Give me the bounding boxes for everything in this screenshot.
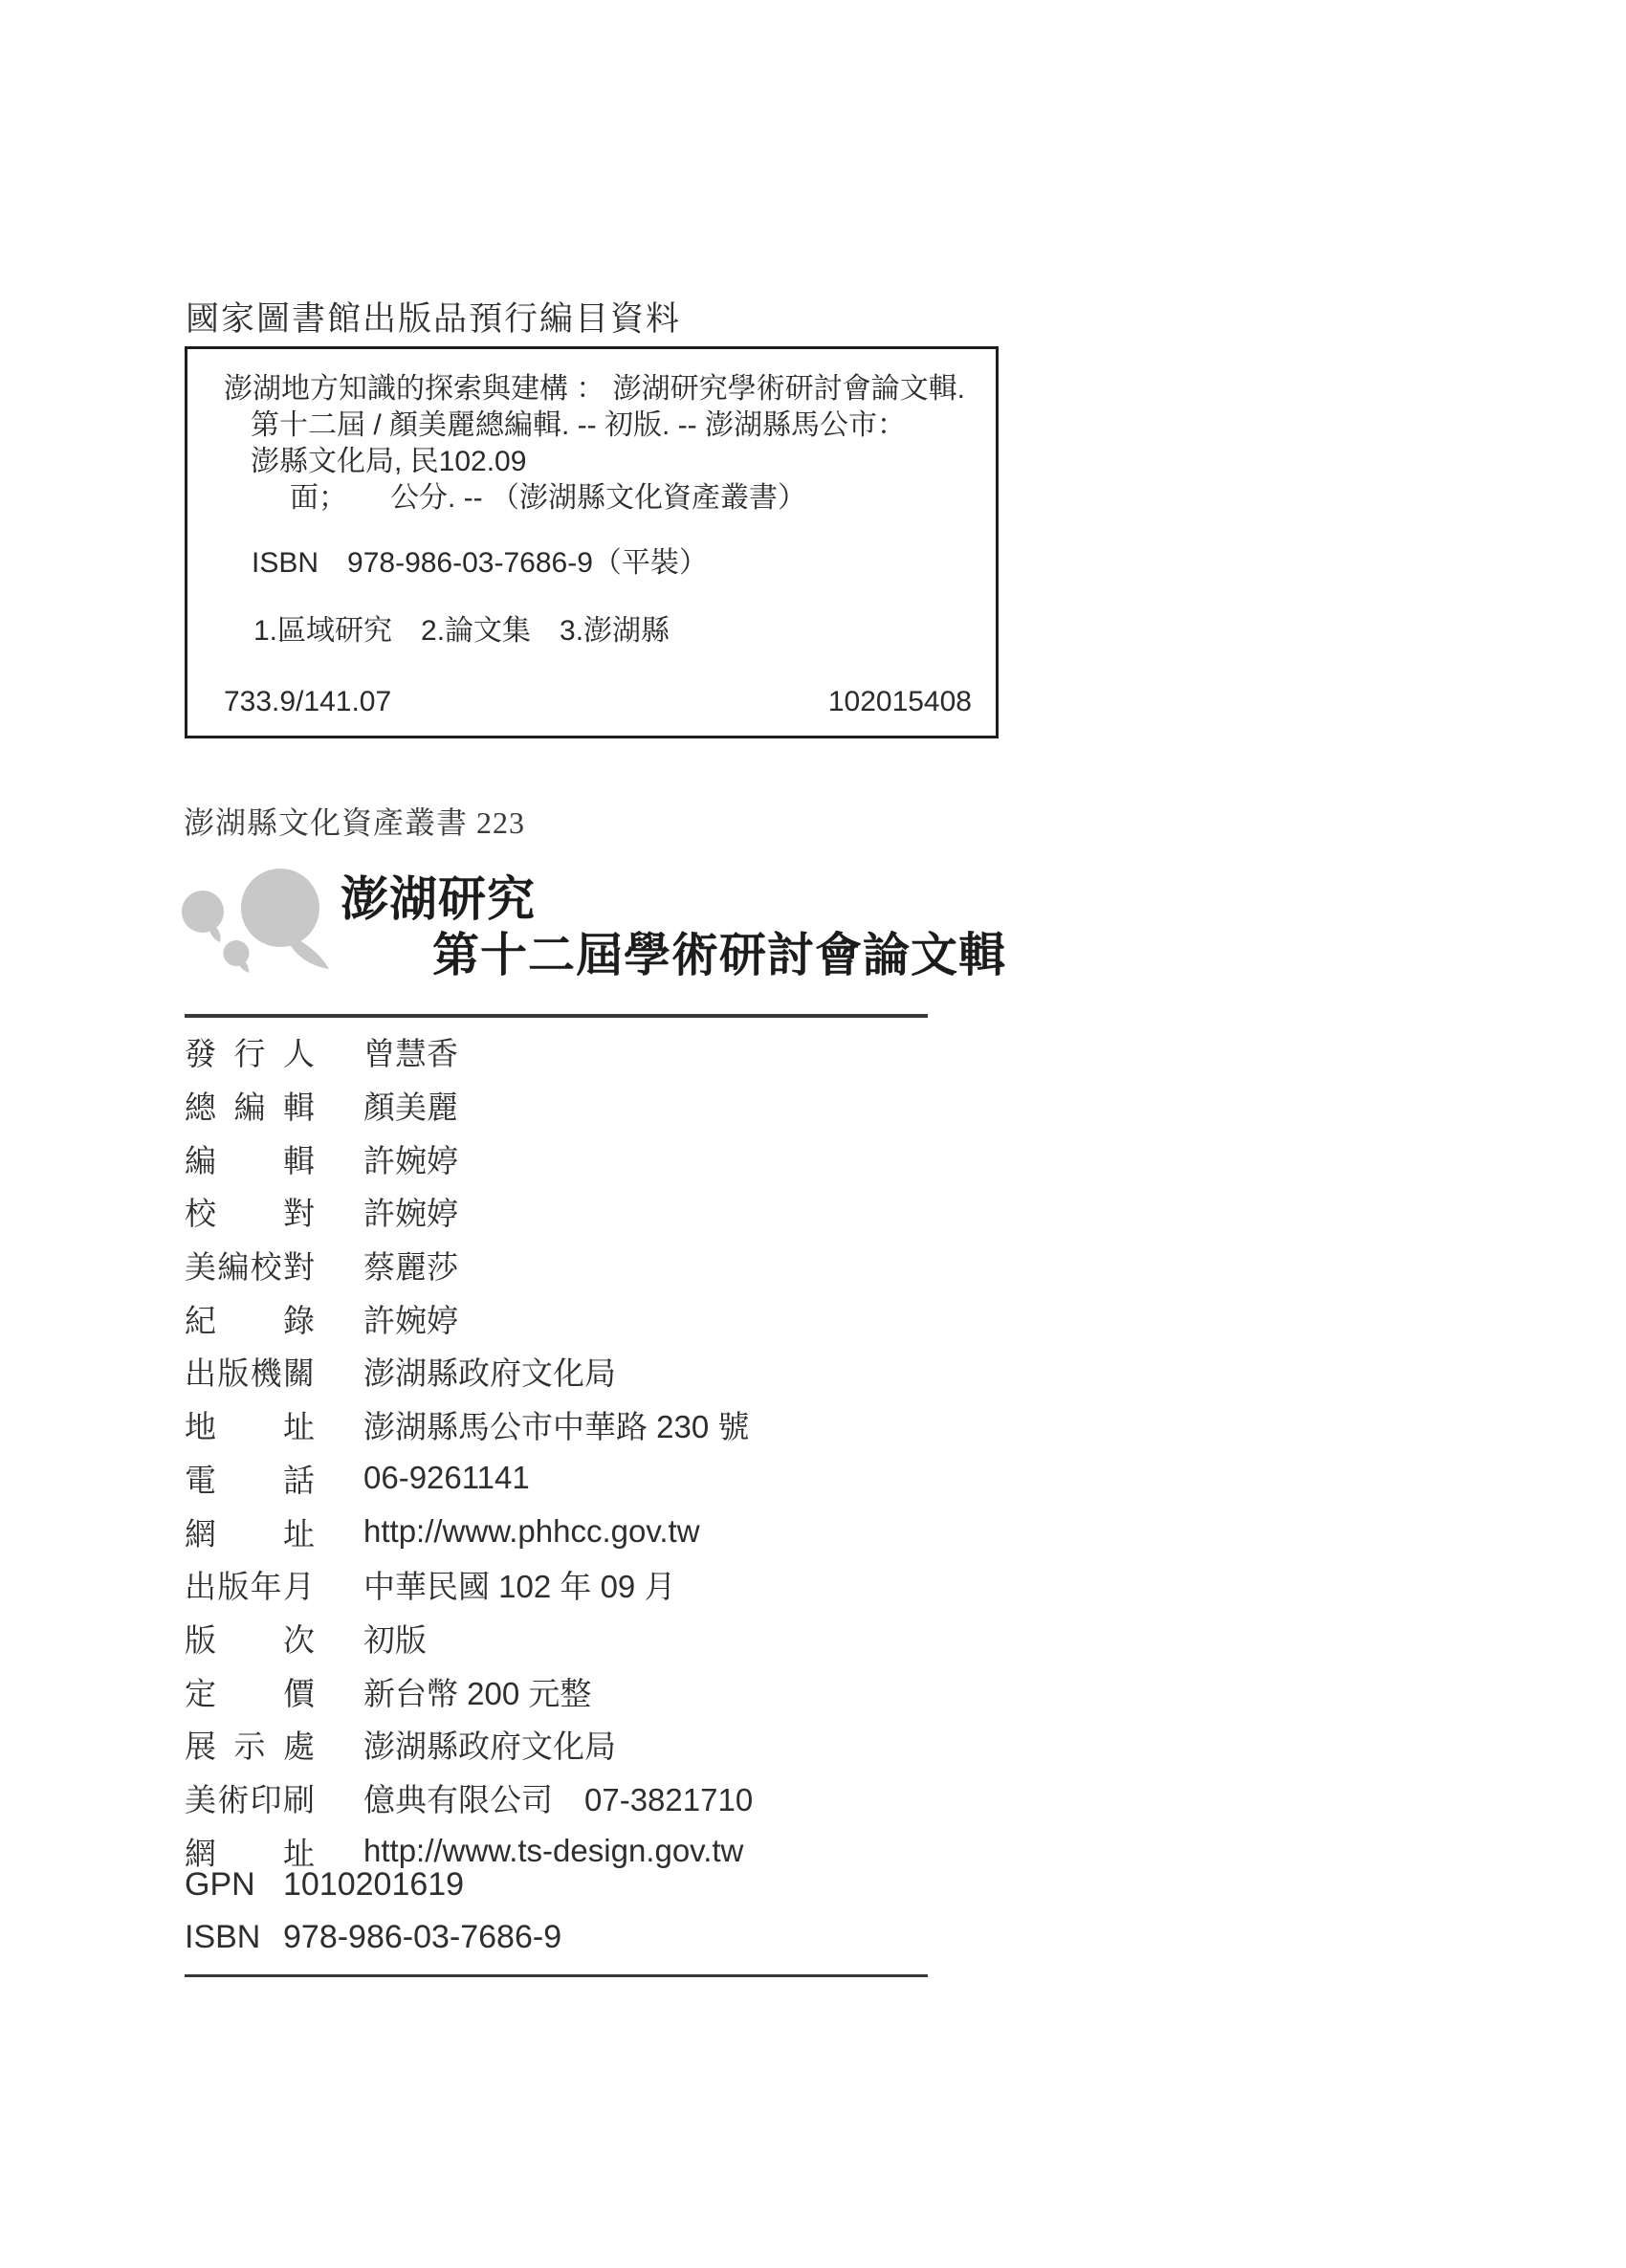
- field-label: 網址: [185, 1835, 315, 1871]
- colophon-row: [185, 1345, 1237, 1398]
- field-value: 許婉婷: [363, 1142, 458, 1178]
- colophon-row: [185, 1291, 1237, 1345]
- isbn-label: ISBN: [185, 1918, 261, 1955]
- field-label: 出版機關: [185, 1355, 315, 1392]
- colophon-row: [185, 1132, 1237, 1185]
- field-label: 展示處: [185, 1729, 315, 1765]
- field-label: 校對: [185, 1196, 315, 1232]
- cip-line: 澎縣文化局, 民102.09: [251, 446, 527, 477]
- colophon-row: [185, 1079, 1237, 1133]
- cip-isbn-line: ISBN 978-986-03-7686-9（平裝）: [252, 547, 708, 579]
- field-label: 編輯: [185, 1142, 315, 1178]
- field-value: 新台幣 200 元整: [363, 1675, 592, 1711]
- field-value: 顏美麗: [363, 1090, 458, 1126]
- colophon-row: [185, 1025, 1237, 1079]
- colophon-row: [185, 1664, 1237, 1718]
- field-label: 美術印刷: [185, 1781, 315, 1817]
- field-value: 許婉婷: [363, 1196, 458, 1232]
- field-label: 地址: [185, 1409, 315, 1445]
- title-divider-rule: [185, 1014, 928, 1018]
- cip-subjects-line: 1.區域研究 2.論文集 3.澎湖縣: [253, 615, 670, 647]
- cip-call-number: 733.9/141.07: [224, 686, 392, 717]
- isbn-value: 978-986-03-7686-9: [283, 1918, 562, 1955]
- cip-header: 國家圖書館出版品預行編目資料: [186, 300, 682, 338]
- book-title-line2: 第十二屆學術研討會論文輯: [432, 929, 1007, 981]
- field-value: http://www.ts-design.gov.tw: [363, 1833, 744, 1869]
- cip-box: [185, 346, 999, 738]
- colophon-row: [185, 1185, 1237, 1239]
- gpn-label: GPN: [185, 1865, 255, 1903]
- series-line: 澎湖縣文化資產叢書 223: [184, 805, 526, 840]
- field-value: 澎湖縣馬公市中華路 230 號: [363, 1409, 750, 1445]
- colophon-row: [185, 1558, 1237, 1612]
- field-value: 澎湖縣政府文化局: [363, 1729, 616, 1765]
- field-value: http://www.phhcc.gov.tw: [363, 1513, 700, 1550]
- colophon-fields: [185, 1025, 1237, 1878]
- bottom-rule: [185, 1974, 928, 1977]
- field-value: 06-9261141: [363, 1460, 530, 1496]
- cip-line: 第十二屆 / 顏美麗總編輯. -- 初版. -- 澎湖縣馬公市：: [251, 409, 906, 441]
- field-label: 紀錄: [185, 1302, 315, 1338]
- colophon-row: [185, 1612, 1237, 1665]
- colophon-row: [185, 1239, 1237, 1292]
- cip-line: 澎湖地方知識的探索與建構 ： 澎湖研究學術研討會論文輯.: [224, 373, 966, 405]
- field-value: 許婉婷: [363, 1302, 458, 1338]
- colophon-row: [185, 1505, 1237, 1558]
- field-value: 曾慧香: [363, 1036, 458, 1072]
- field-value: 中華民國 102 年 09 月: [363, 1569, 676, 1605]
- field-label: 美編校對: [185, 1249, 315, 1286]
- cip-bottom-row: [224, 684, 972, 720]
- field-value: 蔡麗莎: [363, 1249, 458, 1286]
- field-label: 電話: [185, 1462, 315, 1498]
- colophon-row: [185, 1772, 1237, 1825]
- colophon-row: [185, 1398, 1237, 1452]
- colophon-row: [185, 1452, 1237, 1506]
- gpn-row: [185, 1864, 464, 1905]
- field-value: 初版: [363, 1621, 427, 1658]
- field-label: 發行人: [185, 1036, 315, 1072]
- colophon-row: [185, 1718, 1237, 1772]
- isbn-row: [185, 1917, 561, 1957]
- field-label: 版次: [185, 1621, 315, 1658]
- field-label: 總編輯: [185, 1090, 315, 1126]
- field-label: 網址: [185, 1515, 315, 1552]
- field-label: 定價: [185, 1675, 315, 1711]
- book-title-line1: 澎湖研究: [341, 872, 536, 926]
- cip-line: 面； 公分. -- （澎湖縣文化資產叢書）: [290, 482, 806, 514]
- field-label: 出版年月: [185, 1569, 315, 1605]
- speech-bubbles-icon: [145, 845, 341, 983]
- cip-record-number: 102015408: [827, 686, 972, 717]
- field-value: 澎湖縣政府文化局: [363, 1355, 616, 1392]
- gpn-value: 1010201619: [283, 1865, 465, 1903]
- field-value: 億典有限公司 07-3821710: [363, 1781, 754, 1817]
